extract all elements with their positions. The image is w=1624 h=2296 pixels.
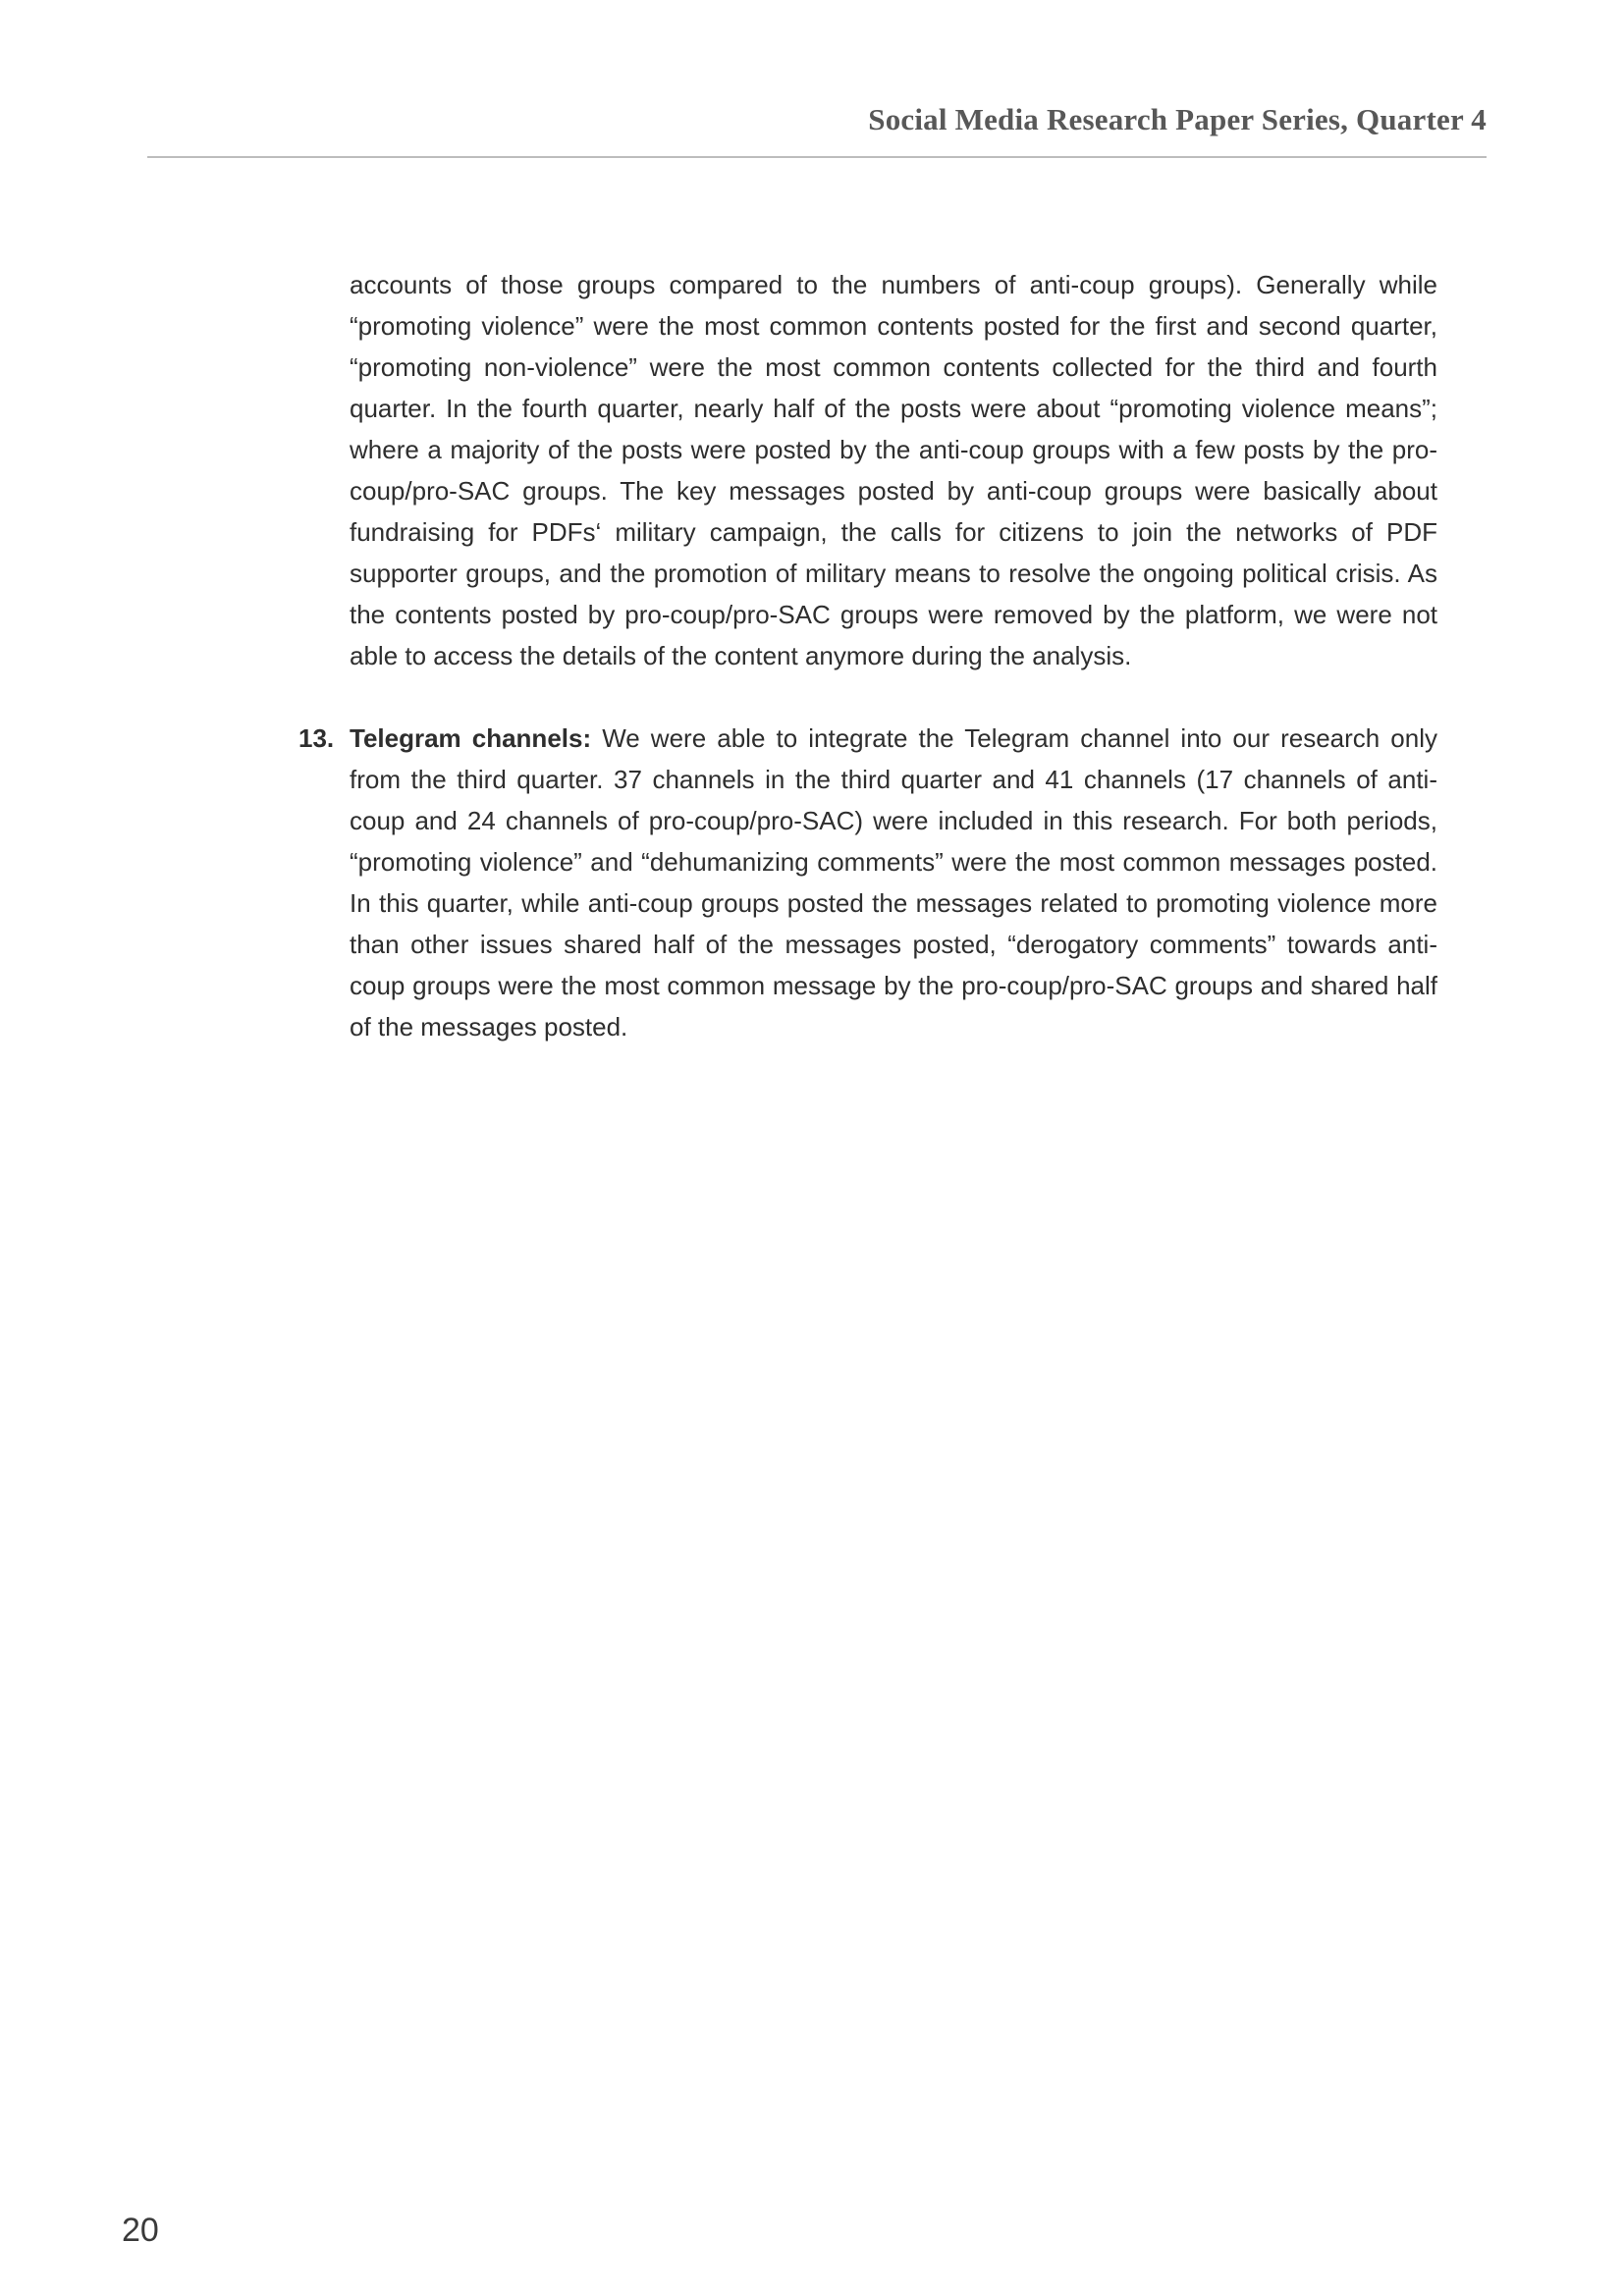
list-item-number: 13. [298, 723, 335, 753]
continuation-paragraph: accounts of those groups compared to the numbers of anti-coup groups). Generally while “promoting violence” were the most common contents posted for the first and second quarter, “promoting non-violence” were the most common contents collected for the third and fourth quarter. In the fourth quarter, nearly half of the posts were about “promoting violence means”; where a majority of the posts were posted by the anti-coup groups with a few posts by the pro-coup/pro-SAC groups. The key messages posted by anti-coup groups were basically about fundraising for PDFs‘ military campaign, the calls for citizens to join the networks of PDF supporter groups, and the promotion of military means to resolve the ongoing political crisis. As the contents posted by pro-coup/pro-SAC groups were removed by the platform, we were not able to access the details of the content anymore during the analysis. [350, 270, 1437, 670]
list-item-paragraph [350, 718, 1437, 1047]
page-body [298, 264, 1438, 1047]
header-divider [147, 156, 1487, 158]
list-item-term: Telegram channels: [350, 723, 592, 753]
list-item-text: We were able to integrate the Telegram channel into our research only from the third quarter. 37 channels in the third quarter and 41 channels (17 channels of anti-coup and 24 channels of pro-coup/pro-SAC) were included in this research. For both periods, “promoting violence” and “dehumanizing comments” were the most common messages posted. In this quarter, while anti-coup groups posted the messages related to promoting violence more than other issues shared half of the messages posted, “derogatory comments” towards anti-coup groups were the most common message by the pro-coup/pro-SAC groups and shared half of the messages posted. [350, 723, 1438, 1041]
page-number: 20 [122, 2212, 159, 2249]
list-item [298, 718, 1438, 1047]
running-header: Social Media Research Paper Series, Quarter 4 [868, 102, 1487, 136]
